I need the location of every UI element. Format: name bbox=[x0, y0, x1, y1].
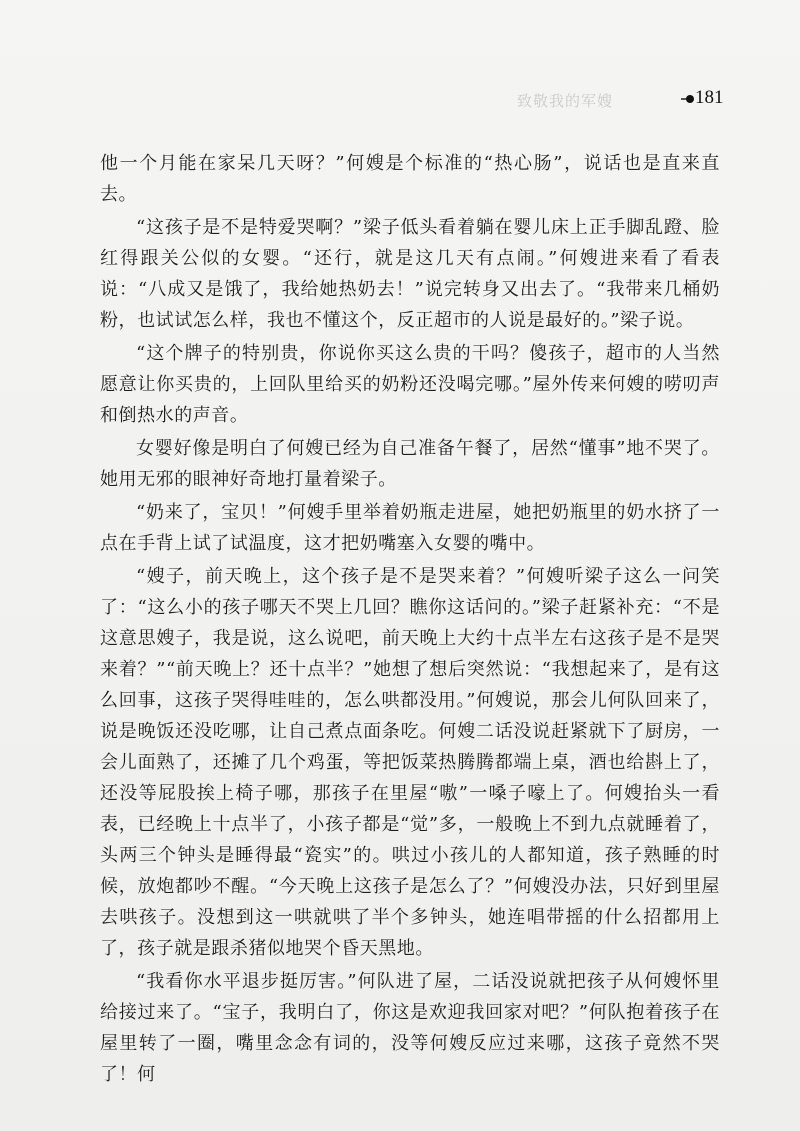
paragraph: “奶来了，宝贝！”何嫂手里举着奶瓶走进屋，她把奶瓶里的奶水挤了一点在手背上试了试温度，这才把奶嘴塞入女婴的嘴中。 bbox=[100, 502, 720, 554]
paragraph: “嫂子，前天晚上，这个孩子是不是哭来着？”何嫂听梁子这么一问笑了：“这么小的孩子哪天不哭上几回？瞧你这话问的。”梁子赶紧补充：“不是这意思嫂子，我是说，这么说吧，前天晚上大约十点半左右这孩子是不是哭来着？”“前天晚上？还十点半？”她想了想后突然说：“我想起来了，是有这么回事，这孩子哭得哇哇的，怎么哄都没用。”何嫂说，那会儿何队回来了，说是晚饭还没吃哪，让自己煮点面条吃。何嫂二话没说赶紧就下了厨房，一会儿面熟了，还摊了几个鸡蛋，等把饭菜热腾腾都端上桌，酒也给斟上了，还没等屁股挨上椅子哪，那孩子在里屋“嗷”一嗓子嚎上了。何嫂抬头一看表，已经晚上十点半了，小孩子都是“觉”多，一般晚上不到九点就睡着了，头两三个钟头是睡得最“瓷实”的。哄过小孩儿的人都知道，孩子熟睡的时候，放炮都吵不醒。“今天晚上这孩子是怎么了？”何嫂没办法，只好到里屋去哄孩子。没想到这一哄就哄了半个多钟头，她连唱带摇的什么招都用上了，孩子就是跟杀猪似地哭个昏天黑地。 bbox=[100, 566, 720, 959]
paragraph: “这个牌子的特别贵，你说你买这么贵的干吗？傻孩子，超市的人当然愿意让你买贵的，上回队里给买的奶粉还没喝完哪。”屋外传来何嫂的唠叨声和倒热水的声音。 bbox=[100, 343, 720, 426]
page-header bbox=[505, 84, 724, 114]
paragraph: “这孩子是不是特爱哭啊？”梁子低头看着躺在婴儿床上正手脚乱蹬、脸红得跟关公似的女婴。“还行，就是这几天有点闹。”何嫂进来看了看表说：“八成又是饿了，我给她热奶去！”说完转身又出去了。“我带来几桶奶粉，也试试怎么样，我也不懂这个，反正超市的人说是最好的。”梁子说。 bbox=[100, 217, 720, 331]
body-text bbox=[100, 148, 720, 1090]
running-title: 致敬我的军嫂 bbox=[517, 92, 614, 110]
paragraph-continuation: 他一个月能在家呆几天呀？”何嫂是个标准的“热心肠”，说话也是直来直去。 bbox=[100, 153, 720, 205]
paragraph: 女婴好像是明白了何嫂已经为自己准备午餐了，居然“懂事”地不哭了。她用无邪的眼神好奇地打量着梁子。 bbox=[100, 438, 720, 490]
page-number: 181 bbox=[695, 87, 724, 108]
arrow-icon bbox=[681, 94, 695, 104]
paragraph: “我看你水平退步挺厉害。”何队进了屋，二话没说就把孩子从何嫂怀里给接过来了。“宝子，我明白了，你这是欢迎我回家对吧？”何队抱着孩子在屋里转了一圈，嘴里念念有词的，没等何嫂反应过来哪，这孩子竟然不哭了！何 bbox=[100, 971, 720, 1085]
